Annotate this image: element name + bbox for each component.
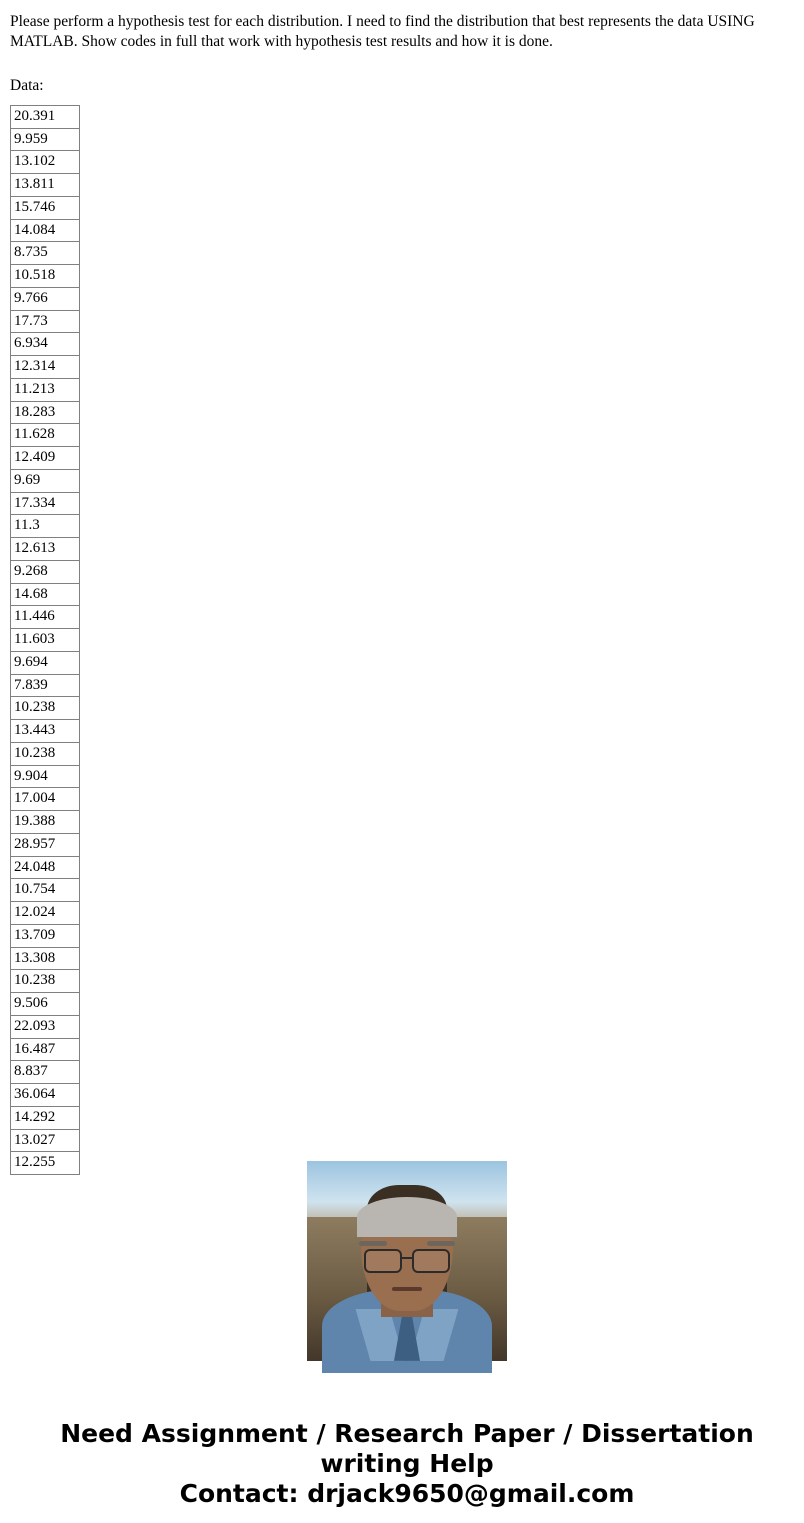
data-cell: 13.027 [11, 1129, 80, 1152]
data-cell: 11.446 [11, 606, 80, 629]
data-cell: 12.613 [11, 538, 80, 561]
data-cell: 13.811 [11, 174, 80, 197]
data-cell: 13.102 [11, 151, 80, 174]
table-row [11, 356, 80, 379]
table-row [11, 720, 80, 743]
table-row [11, 242, 80, 265]
promo-headline-line1: Need Assignment / Research Paper / Dissertation [60, 1418, 754, 1448]
table-row [11, 105, 80, 128]
data-cell: 14.68 [11, 583, 80, 606]
table-row [11, 1015, 80, 1038]
hair [357, 1197, 457, 1237]
mouth [392, 1287, 422, 1291]
table-row [11, 947, 80, 970]
data-cell: 9.694 [11, 651, 80, 674]
table-row [11, 174, 80, 197]
data-cell: 17.004 [11, 788, 80, 811]
data-cell: 12.255 [11, 1152, 80, 1175]
table-row [11, 128, 80, 151]
data-cell: 28.957 [11, 833, 80, 856]
data-cell: 9.69 [11, 469, 80, 492]
data-cell: 12.409 [11, 447, 80, 470]
data-table-body [11, 105, 80, 1174]
data-table [10, 105, 80, 1175]
table-row [11, 629, 80, 652]
table-row [11, 287, 80, 310]
table-row [11, 902, 80, 925]
lens-left [364, 1249, 402, 1273]
data-cell: 9.766 [11, 287, 80, 310]
data-table-clip [10, 105, 784, 1171]
data-cell: 22.093 [11, 1015, 80, 1038]
data-cell: 12.024 [11, 902, 80, 925]
table-row [11, 1106, 80, 1129]
promo-footer [10, 1125, 804, 1509]
data-cell: 14.292 [11, 1106, 80, 1129]
data-label: Data: [10, 76, 44, 94]
table-row [11, 469, 80, 492]
table-row [11, 151, 80, 174]
promo-headline [10, 1419, 804, 1509]
table-row [11, 265, 80, 288]
data-cell: 17.73 [11, 310, 80, 333]
eyebrow-left [359, 1241, 387, 1246]
table-row [11, 492, 80, 515]
data-cell: 24.048 [11, 856, 80, 879]
data-cell: 6.934 [11, 333, 80, 356]
eyebrow-right [427, 1241, 455, 1246]
data-cell: 9.268 [11, 560, 80, 583]
table-row [11, 333, 80, 356]
table-row [11, 788, 80, 811]
lens-right [412, 1249, 450, 1273]
table-row [11, 219, 80, 242]
data-cell: 16.487 [11, 1038, 80, 1061]
table-row [11, 811, 80, 834]
table-row [11, 606, 80, 629]
data-cell: 10.238 [11, 697, 80, 720]
data-cell: 9.904 [11, 765, 80, 788]
glasses-icon [364, 1249, 450, 1271]
data-cell: 36.064 [11, 1084, 80, 1107]
table-row [11, 651, 80, 674]
table-row [11, 674, 80, 697]
table-row [11, 970, 80, 993]
avatar [307, 1161, 507, 1361]
data-cell: 9.506 [11, 993, 80, 1016]
promo-contact: Contact: drjack9650@gmail.com [179, 1478, 635, 1508]
table-row [11, 1129, 80, 1152]
data-cell: 20.391 [11, 105, 80, 128]
data-cell: 19.388 [11, 811, 80, 834]
data-cell: 10.238 [11, 970, 80, 993]
data-cell: 8.735 [11, 242, 80, 265]
table-row [11, 993, 80, 1016]
table-row [11, 1084, 80, 1107]
table-row [11, 1061, 80, 1084]
table-row [11, 560, 80, 583]
table-row [11, 1152, 80, 1175]
table-row [11, 1038, 80, 1061]
data-cell: 17.334 [11, 492, 80, 515]
data-cell: 15.746 [11, 196, 80, 219]
data-cell: 10.754 [11, 879, 80, 902]
table-row [11, 583, 80, 606]
data-cell: 12.314 [11, 356, 80, 379]
data-cell: 13.709 [11, 924, 80, 947]
data-cell: 13.443 [11, 720, 80, 743]
data-cell: 18.283 [11, 401, 80, 424]
table-row [11, 401, 80, 424]
data-cell: 10.518 [11, 265, 80, 288]
promo-headline-line2: writing Help [320, 1448, 494, 1478]
data-cell: 14.084 [11, 219, 80, 242]
data-cell: 7.839 [11, 674, 80, 697]
data-cell: 11.213 [11, 378, 80, 401]
data-cell: 10.238 [11, 742, 80, 765]
data-cell: 8.837 [11, 1061, 80, 1084]
table-row [11, 378, 80, 401]
table-row [11, 310, 80, 333]
data-cell: 13.308 [11, 947, 80, 970]
table-row [11, 765, 80, 788]
table-row [11, 742, 80, 765]
data-cell: 9.959 [11, 128, 80, 151]
table-row [11, 856, 80, 879]
table-row [11, 515, 80, 538]
table-row [11, 924, 80, 947]
data-cell: 11.603 [11, 629, 80, 652]
table-row [11, 538, 80, 561]
prompt-text: Please perform a hypothesis test for each distribution. I need to find the distribution that best represents the data USING MATLAB. Show codes in full that work with hypothesis test results and how it is done. [10, 13, 755, 51]
table-row [11, 196, 80, 219]
table-row [11, 879, 80, 902]
data-cell: 11.628 [11, 424, 80, 447]
table-row [11, 424, 80, 447]
data-cell: 11.3 [11, 515, 80, 538]
table-row [11, 697, 80, 720]
table-row [11, 447, 80, 470]
table-row [11, 833, 80, 856]
